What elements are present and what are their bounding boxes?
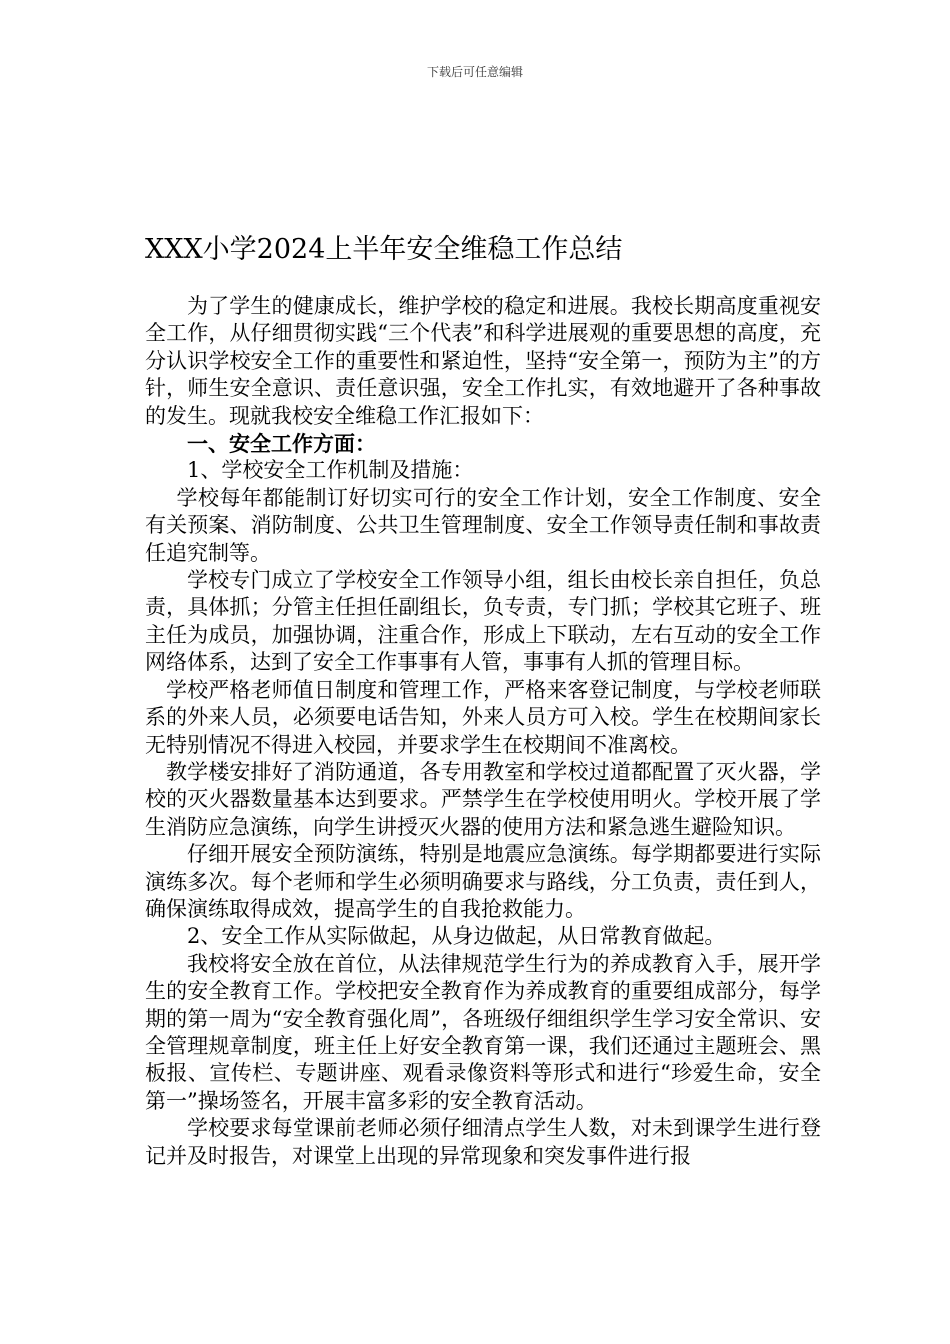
document-title: XXX小学2024上半年安全维稳工作总结 [145, 234, 623, 265]
paragraph-duty-system: 学校严格老师值日制度和管理工作，严格来客登记制度，与学校老师联系的外来人员，必须要电话告知，外来人员方可入校。学生在校期间家长无特别情况不得进入校园，并要求学生在校期间不准离校。 [145, 677, 821, 757]
section-heading-safety-work: 一、安全工作方面： [187, 431, 376, 457]
paragraph-fire-safety: 教学楼安排好了消防通道，各专用教室和学校过道都配置了灭火器，学校的灭火器数量基本达到要求。严禁学生在学校使用明火。学校开展了学生消防应急演练，向学生讲授灭火器的使用方法和紧急逃生避险知识。 [145, 759, 821, 839]
paragraph-plans: 学校每年都能制订好切实可行的安全工作计划，安全工作制度、安全有关预案、消防制度、公共卫生管理制度、安全工作领导责任制和事故责任追究制等。 [145, 485, 821, 565]
paragraph-leadership-group: 学校专门成立了学校安全工作领导小组，组长由校长亲自担任，负总责，具体抓；分管主任担任副组长，负专责，专门抓；学校其它班子、班主任为成员，加强协调，注重合作，形成上下联动，左右互动的安全工作网络体系，达到了安全工作事事有人管，事事有人抓的管理目标。 [145, 568, 821, 675]
subheading-mechanism: 1、学校安全工作机制及措施： [187, 458, 474, 483]
paragraph-drills: 仔细开展安全预防演练，特别是地震应急演练。每学期都要进行实际演练多次。每个老师和学生必须明确要求与路线，分工负责，责任到人，确保演练取得成效，提高学生的自我抢救能力。 [145, 842, 821, 921]
paragraph-attendance: 学校要求每堂课前老师必须仔细清点学生人数，对未到课学生进行登记并及时报告，对课堂上出现的异常现象和突发事件进行报 [145, 1116, 821, 1168]
subheading-daily-education: 2、安全工作从实际做起，从身边做起，从日常教育做起。 [187, 924, 726, 949]
paragraph-safety-education: 我校将安全放在首位，从法律规范学生行为的养成教育入手，展开学生的安全教育工作。学校把安全教育作为养成教育的重要组成部分，每学期的第一周为“安全教育强化周”，各班级仔细组织学生学习安全常识、安全管理规章制度，班主任上好安全教育第一课，我们还通过主题班会、黑板报、宣传栏、专题讲座、观看录像资料等形式和进行“珍爱生命，安全第一”操场签名，开展丰富多彩的安全教育活动。 [145, 951, 821, 1113]
page-header-note: 下载后可任意编辑 [426, 65, 523, 79]
paragraph-intro: 为了学生的健康成长，维护学校的稳定和进展。我校长期高度重视安全工作，从仔细贯彻实践“三个代表”和科学进展观的重要思想的高度，充分认识学校安全工作的重要性和紧迫性，坚持“安全第一，预防为主”的方针，师生安全意识、责任意识强，安全工作扎实，有效地避开了各种事故的发生。现就我校安全维稳工作汇报如下： [145, 294, 821, 428]
document-body [145, 293, 821, 1170]
